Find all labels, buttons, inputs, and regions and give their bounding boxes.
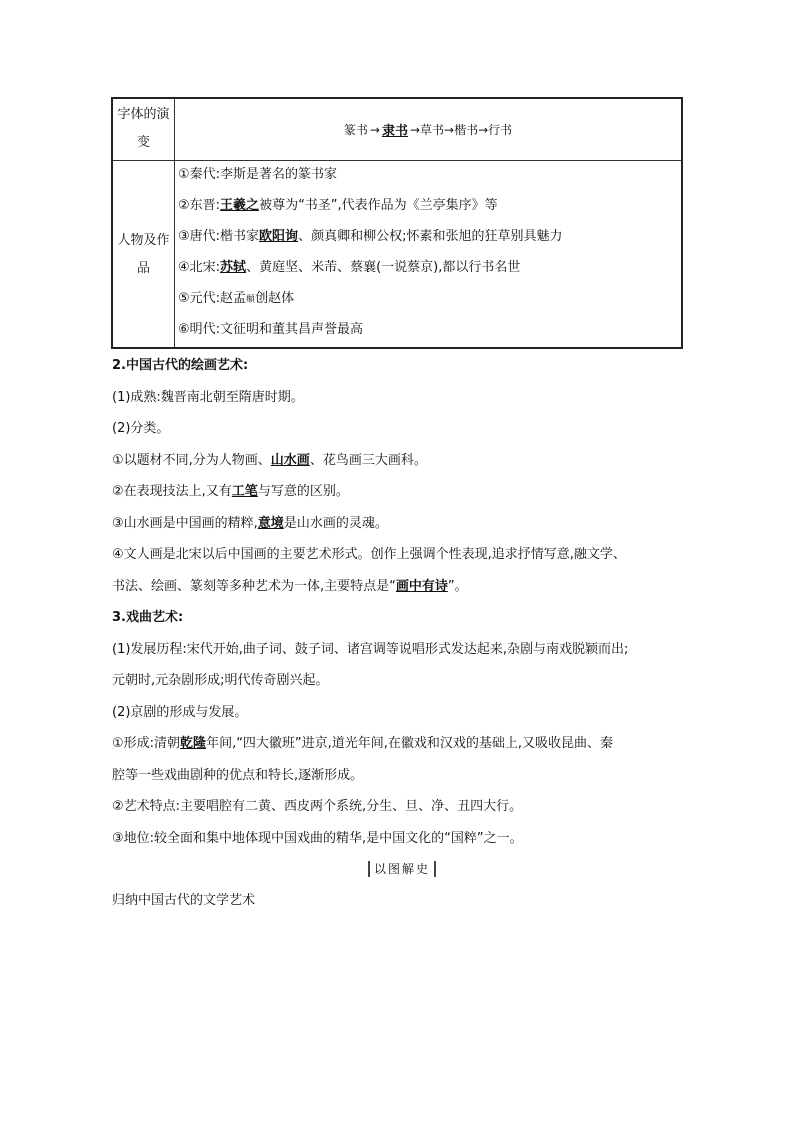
text: 、花鸟画三大画科。 <box>309 452 427 468</box>
table-row-divider <box>113 160 681 161</box>
text: ①形成:清朝 <box>112 736 181 751</box>
row-label-people-works <box>113 227 174 283</box>
item-key-term: 欧阳询 <box>259 229 299 244</box>
row-label-line: 品 <box>136 261 150 276</box>
item-small-char: 頫 <box>246 295 256 305</box>
section-tag-wrapper <box>112 858 692 889</box>
key-term: 画中有诗 <box>395 578 448 594</box>
key-term: 乾隆 <box>180 736 207 751</box>
key-term: 意境 <box>257 515 284 531</box>
item-text: 、颜真卿和柳公权;怀素和张旭的狂草别具魅力 <box>298 229 563 244</box>
item-key-term: 苏轼 <box>220 260 247 275</box>
evolution-rest: →草书→楷书→行书 <box>409 123 513 137</box>
item-text: 创赵体 <box>255 291 295 306</box>
culture-table <box>111 97 683 349</box>
item-text: ②东晋: <box>178 198 221 213</box>
paragraph-line: (2)分类。 <box>112 421 170 436</box>
paragraph-line <box>112 449 692 481</box>
row-label-font-evolution <box>113 101 174 157</box>
paragraph-line: 腔等一些戏曲剧种的优点和特长,逐渐形成。 <box>112 767 364 783</box>
text: 与写意的区别。 <box>257 484 349 499</box>
item-text: ⑥明代:文征明和董其昌声誉最高 <box>178 322 364 337</box>
row-label-line: 字体的演 <box>117 107 170 122</box>
item-text: ④北宋: <box>178 260 221 275</box>
text: ”。 <box>447 578 468 594</box>
paragraph-line: ④文人画是北宋以后中国画的主要艺术形式。创作上强调个性表现,追求抒情写意,融文学、 <box>112 547 626 562</box>
paragraph-line: ②艺术特点:主要唱腔有二黄、西皮两个系统,分生、旦、净、丑四大行。 <box>112 799 523 814</box>
text: 年间,“四大徽班”进京,道光年间,在徽戏和汉戏的基础上,又吸收昆曲、秦 <box>206 736 614 751</box>
text: ①以题材不同,分为人物画、 <box>112 452 271 468</box>
paragraph-line <box>112 480 692 512</box>
list-item <box>175 256 677 287</box>
section-heading-painting: 2.中国古代的绘画艺术: <box>112 358 249 373</box>
people-works-list <box>175 163 677 349</box>
section-heading-opera: 3.戏曲艺术: <box>112 610 184 625</box>
closing-line: 归纳中国古代的文学艺术 <box>112 893 256 908</box>
paragraph-line <box>112 732 692 764</box>
section-tag-illustrated-history: 以图解史 <box>368 861 436 877</box>
evolution-arrow: → <box>369 122 380 137</box>
item-text: ①秦代:李斯是著名的篆书家 <box>178 167 338 182</box>
item-text: ③唐代:楷书家 <box>178 229 260 244</box>
paragraph-line: (1)成熟:魏晋南北朝至隋唐时期。 <box>112 389 304 405</box>
text: ③山水画是中国画的精粹, <box>112 515 258 531</box>
item-key-term: 王羲之 <box>220 198 260 213</box>
paragraph-line: (2)京剧的形成与发展。 <box>112 704 248 720</box>
key-term: 山水画 <box>270 452 310 468</box>
list-item <box>175 163 677 194</box>
paragraph-line: 元朝时,元杂剧形成;明代传奇剧兴起。 <box>112 673 329 688</box>
paragraph-line: (1)发展历程:宋代开始,曲子词、鼓子词、诸宫调等说唱形式发达起来,杂剧与南戏脱颖而出; <box>112 641 629 657</box>
list-item <box>175 194 677 225</box>
key-term: 工笔 <box>231 484 258 499</box>
text: 书法、绘画、篆刻等多种艺术为一体,主要特点是“ <box>112 578 396 594</box>
item-text: ⑤元代:赵孟 <box>178 291 247 306</box>
row-label-line: 人物及作 <box>117 233 170 248</box>
row-label-line: 变 <box>136 135 150 150</box>
evolution-seal-script: 篆书 <box>343 123 368 137</box>
text: ②在表现技法上,又有 <box>112 484 232 499</box>
item-text: 被尊为“书圣”,代表作品为《兰亭集序》等 <box>259 198 498 213</box>
list-item <box>175 225 677 256</box>
paragraph-line: ③地位:较全面和集中地体现中国戏曲的精华,是中国文化的“国粹”之一。 <box>112 830 523 846</box>
evolution-clerical-script: 隶书 <box>381 124 408 139</box>
text: 是山水画的灵魂。 <box>283 515 388 531</box>
font-evolution-chain <box>175 99 681 160</box>
list-item <box>175 318 677 349</box>
paragraph-line <box>112 575 692 607</box>
main-content <box>112 354 692 921</box>
paragraph-line <box>112 512 692 544</box>
item-text: 、黄庭坚、米芾、蔡襄(一说蔡京),都以行书名世 <box>246 260 521 275</box>
list-item <box>175 287 677 318</box>
